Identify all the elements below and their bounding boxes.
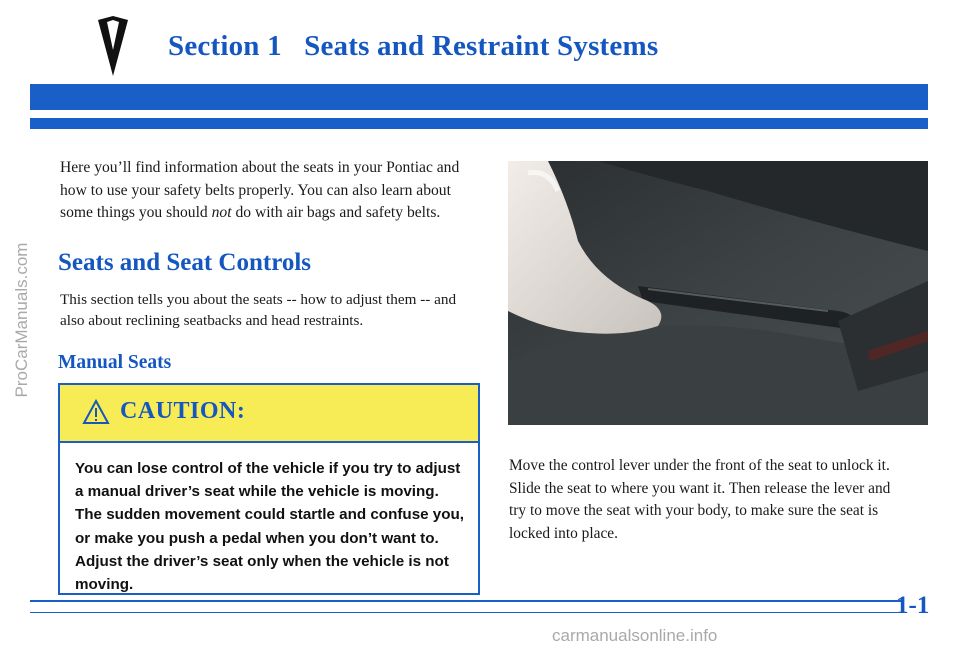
section-title: Section 1 Seats and Restraint Systems [168, 30, 659, 62]
footer-rule-thick [30, 600, 902, 602]
caution-text: You can lose control of the vehicle if you try to adjust a manual driver’s seat while the vehicle is moving. The sudden movement could startle and confuse you, or make you push a pedal when you don’t want to. Adjust the driver’s seat only when the vehicle is not moving. [75, 460, 465, 594]
intro-text-end: do with air bags and safety belts. [231, 204, 441, 221]
seats-and-seat-controls-body: This section tells you about the seats -- how to adjust them -- and also about reclining seatbacks and head restraints. [60, 291, 457, 329]
caution-header [60, 385, 478, 443]
warning-triangle-icon [82, 399, 110, 425]
header-band-top [30, 84, 928, 110]
photo-caption: Move the control lever under the front of the seat to unlock it. Slide the seat to where you want it. Then release the lever and try to move the seat with your body, to make sure the seat is locked into place. [509, 457, 891, 542]
seat-lever-photo [508, 161, 928, 425]
page-number: 1-1 [896, 592, 930, 619]
header-band-bottom [30, 118, 928, 129]
watermark-left: ProCarManuals.com [12, 242, 31, 398]
pontiac-arrowhead-logo-icon [96, 16, 130, 78]
seats-and-seat-controls-heading: Seats and Seat Controls [58, 249, 312, 276]
intro-emphasis: not [211, 204, 232, 221]
watermark-bottom: carmanualsonline.info [552, 626, 718, 645]
manual-seats-heading: Manual Seats [58, 352, 172, 373]
intro-paragraph [60, 157, 480, 225]
caution-label: CAUTION: [120, 398, 246, 424]
intro-text-start: Here you’ll find information about the seats in your Pontiac and how to use your safety belts properly. You can also learn about some things you should [60, 159, 460, 221]
caution-box [58, 383, 480, 595]
footer-rule-thin [30, 612, 902, 613]
